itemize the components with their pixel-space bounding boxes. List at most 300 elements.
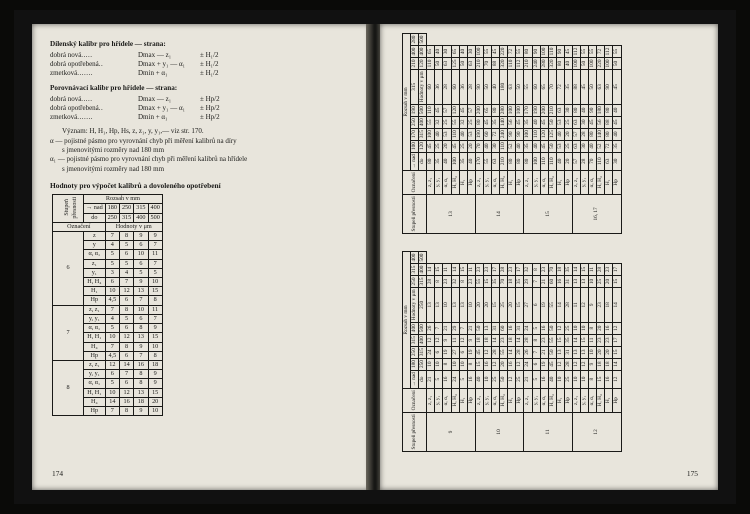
val: 7 [105,342,119,351]
val: 8 [134,324,148,333]
sym: α, α₁ [589,170,597,194]
val: 24 [524,358,532,370]
val: 9 [589,287,597,322]
val: 40 [467,152,475,170]
val: 55 [483,152,491,170]
val: 8 [467,358,475,370]
col-oznaceni-header-bottom: Označení [403,388,427,412]
val: 100 [427,130,434,139]
val: 110 [548,46,556,58]
val: 80 [556,57,564,69]
val: 20 [148,397,162,406]
val: 7 [532,346,540,358]
val: 10 [148,342,162,351]
val: 20 [500,358,508,370]
val: 14 [427,264,435,276]
val: 55 [475,275,483,287]
val: 57 [467,104,475,116]
sym: z, z₁ [475,388,483,412]
range-do-bottom: 315 [419,348,426,357]
val: 12 [119,287,133,296]
val: 8 [119,305,133,314]
sym: α, α₁ [492,170,500,194]
sym: H₁ [508,388,516,412]
val: 8 [119,406,133,415]
val: 5 [532,322,540,334]
val: 9 [148,324,162,333]
val: 16 [605,322,613,334]
val: 40 [589,140,597,152]
val: 63 [572,116,580,128]
val: 28 [597,264,605,276]
val: 8 [443,358,451,370]
spec-label: zmetková [50,69,78,78]
col-stupen-header: Stupeň přesnosti [64,196,79,218]
sym: H₄ [84,342,106,351]
val: 10 [435,358,443,370]
val: 16 [119,397,133,406]
val: 35 [435,152,443,170]
val: 5 [105,259,119,268]
val: 210 [500,152,508,170]
val: 53 [556,140,564,152]
do-label-bottom: do [419,370,427,388]
range-do: 250 [105,213,119,222]
val: 10 [105,388,119,397]
val: 23 [597,334,605,346]
spec-tolerance: ± H₁/2 [200,51,219,59]
val: 15 [492,287,500,322]
val: 29 [524,275,532,287]
val: 10 [134,305,148,314]
val: 18 [508,275,516,287]
val: 18 [556,264,564,276]
sym: H₁ [556,388,564,412]
sym: y₁ [84,268,106,277]
val: 5 [119,241,133,250]
val: 45 [548,358,556,370]
legend-line: s jmenovitými rozměry nad 180 mm [62,146,165,155]
val: 50 [548,322,556,334]
sym: z, z₁ [84,360,106,369]
range-do-top: 500 [419,106,426,115]
val: 15 [613,275,621,287]
spec-row: dobrá opotřebená.. Dmax + y₁ — α₁ ± H₁/2 [50,60,356,69]
col-rozsah-header: Rozsah v mm [84,195,163,204]
val: 8 [532,264,540,276]
val: 20 [483,287,491,322]
range-nad-top: 280 [411,35,418,44]
val: 23 [605,334,613,346]
val: 19 [443,346,451,358]
val: 25 [467,116,475,128]
val: 8 [589,370,597,388]
val: 45 [483,116,491,128]
val: 70 [548,69,556,104]
val: 21 [524,370,532,388]
page-number-right: 175 [686,469,698,478]
val: 23 [475,264,483,276]
val: 14 [492,334,500,346]
sym: α, α₁ [84,324,106,333]
val: 17 [492,264,500,276]
val: 28 [500,264,508,276]
range-nad-top: 315 [411,69,419,104]
val: 80 [427,152,435,170]
val: 7 [134,296,148,305]
val: 23 [540,264,548,276]
val: 320 [500,59,507,68]
val: 6 [459,346,467,358]
val: 90 [605,69,613,104]
val: 80 [524,46,532,58]
val: 11 [589,334,597,346]
val: 14 [572,334,580,346]
val: 16 [483,358,491,370]
val: 17 [613,334,621,346]
sym: Hp [613,388,621,412]
val: 53 [467,128,475,140]
val: 18 [508,334,516,346]
val: 12 [459,334,467,346]
val: 45 [459,104,467,116]
val: 80 [492,104,500,116]
val: 13 [134,388,148,397]
val: 7 [435,322,443,334]
sym: y, y₁ [84,314,106,323]
val: 40 [435,46,443,58]
val: 28 [524,334,532,346]
val: 110 [532,128,540,140]
val: 14 [516,334,524,346]
val: 16 [508,322,516,334]
val: 63 [556,104,564,116]
sym: Hp [564,388,572,412]
val: 5 [105,250,119,259]
val: 28 [564,358,572,370]
val: 14 [613,358,621,370]
val: 63 [572,140,580,152]
spec-row: zmetková....... Dmin + α₁ ± Hp/2 [50,113,356,122]
val: 5 [148,268,162,277]
val: 100 [572,59,579,68]
val: 50 [548,116,556,128]
sym: H₁ [459,170,467,194]
val: 40 [548,370,556,388]
val: 40 [613,104,621,116]
val: 45 [427,140,435,152]
val: 50 [516,69,524,104]
val: 4,5 [105,351,119,360]
val: 110 [540,152,548,170]
val: 32 [451,275,459,287]
range-nad-top: 400 [411,47,418,56]
val: 10 [589,346,597,358]
val: 40 [459,128,467,140]
val: 25 [597,275,605,287]
val: 30 [492,140,500,152]
val: 6 [134,314,148,323]
val: 65 [483,104,491,116]
sym: H, H₄ [597,170,605,194]
val: 6 [119,324,133,333]
range-nad: 180 [105,204,119,213]
val: 220 [597,59,604,68]
val: 63 [492,152,500,170]
val: 18 [134,397,148,406]
spec-label: dobrá nová [50,51,82,59]
spec-label: zmetková [50,113,78,122]
val: 15 [148,333,162,342]
val: 52 [597,140,605,152]
val: 45 [435,104,443,116]
sym: y [84,241,106,250]
val: 55 [500,346,508,358]
val: 25 [564,140,572,152]
sym: α, α₁ [443,388,451,412]
val: 20 [597,322,605,334]
val: 20 [475,287,483,322]
val: 60 [548,275,556,287]
stupen-value-top: 16, 17 [572,194,621,233]
val: 88 [572,69,580,104]
val: 9 [443,334,451,346]
val: 45 [613,69,621,104]
val: 31 [492,322,500,334]
val: 40 [581,104,589,116]
val: 11 [589,264,597,276]
val: 72 [605,140,613,152]
val: 140 [500,118,507,127]
val: 21 [540,275,548,287]
val: 7 [119,370,133,379]
val: 110 [548,152,556,170]
spec-symbol: Dmax — z₁ [138,51,172,59]
val: 25 [500,287,508,322]
val: 12 [508,370,516,388]
val: 45 [613,116,621,128]
val: 56 [597,116,605,128]
val: 13 [581,275,589,287]
val: 9 [134,342,148,351]
val: 80 [572,104,580,116]
sym: Hp [467,170,475,194]
val: 55 [483,46,491,58]
val: 7 [459,322,467,334]
val: 90 [508,128,516,140]
val: 8 [459,275,467,287]
val: 35 [492,116,500,128]
val: 31 [564,346,572,358]
val: 110 [597,152,605,170]
spec-symbol: Dmin + α₁ [138,113,168,122]
val: 280 [540,59,547,68]
val: 13 [556,346,564,358]
range-do-bottom: 250 [419,287,427,322]
val: 40 [475,370,483,388]
sym: H₁ [459,388,467,412]
range-do-top: 400 [419,47,426,56]
val: 60 [500,322,508,334]
sym: H, H₁ [84,333,106,342]
range-nad: 400 [148,204,162,213]
legend-line: s jmenovitými rozměry nad 180 mm [62,164,165,173]
val: 18 [483,334,491,346]
sym: z, z₁ [524,388,532,412]
sym: z, z₁ [427,388,435,412]
sym: y, y₁ [581,388,589,412]
val: 15 [148,287,162,296]
val: 9 [467,334,475,346]
val: 60 [427,69,435,104]
val: 100 [516,106,523,115]
val: 80 [589,128,597,140]
sym: z, z₁ [524,170,532,194]
sym: α, α₁ [492,388,500,412]
val: 19 [467,346,475,358]
val: 112 [605,46,613,58]
val: 24 [524,322,532,334]
val: 7 [148,314,162,323]
spec-tolerance: ± Hp/2 [200,113,220,122]
val: 90 [516,128,524,140]
val: 12 [572,358,580,370]
val: 110 [500,140,508,152]
val: 70 [483,57,491,69]
values-table-bottom [402,251,622,452]
sym: z₁ [84,259,106,268]
sym: z, z₁ [427,170,435,194]
values-table-top [402,33,622,234]
val: 7 [105,406,119,415]
val: 10 [451,358,459,370]
val: 14 [105,397,119,406]
val: 56 [508,116,516,128]
val: 6 [134,259,148,268]
do-label-top: do [419,152,427,170]
sym: Hp [84,406,106,415]
nad-label-top: → nad [411,154,418,169]
val: 40 [613,128,621,140]
range-do-top: 315 [419,130,426,139]
col-oznaceni-header: Označení [53,222,106,231]
val: 280 [500,106,507,115]
right-page [380,24,718,490]
spec-label: dobrá opotřebená [50,60,99,69]
stupen-value-bottom: 12 [572,412,621,451]
val: 5 [119,259,133,268]
val: 35 [564,69,572,104]
val: 8 [589,322,597,334]
val: 5 [435,370,443,388]
val: 100 [508,106,515,115]
spec-row: dobrá opotřebená.. Dmax + y₁ — α₁ ± Hp/2 [50,104,356,113]
val: 72 [556,69,564,104]
sym: H, H₄ [84,278,106,287]
val: 63 [508,69,516,104]
val: 13 [134,333,148,342]
val: 40 [435,128,443,140]
val: 23 [508,264,516,276]
val: 45 [516,116,524,128]
sym: z, z₁ [84,305,106,314]
val: 4 [105,241,119,250]
val: 13 [572,346,580,358]
val: 10 [572,322,580,334]
val: 24 [427,346,435,358]
val: 28 [516,346,524,358]
sym: y, y₁ [483,388,491,412]
val: 4 [105,314,119,323]
val: 80 [605,128,613,140]
val: 12 [556,358,564,370]
val: 170 [524,106,531,115]
val: 52 [508,140,516,152]
val: 21 [427,370,435,388]
val: 19 [540,287,548,322]
val: 15 [459,264,467,276]
val: 320 [548,59,555,68]
val: 140 [597,130,604,139]
val: 50 [475,322,483,334]
val: 31 [516,322,524,334]
val: 15 [516,287,524,322]
sym: H, H₄ [451,388,459,412]
val: 125 [548,130,555,139]
val: 25 [564,370,572,388]
val: 23 [443,275,451,287]
val: 21 [443,322,451,334]
range-do-bottom: 500 [419,253,426,262]
val: 10 [483,370,491,388]
val: 8 [134,379,148,388]
val: 5 [532,370,540,388]
val: 10 [581,322,589,334]
val: 40 [492,69,500,104]
val: 20 [605,346,613,358]
spec-tolerance: ± H₁/2 [200,69,219,78]
val: 10 [589,275,597,287]
val: 10 [105,287,119,296]
val: 180 [597,106,604,115]
val: 19 [540,358,548,370]
val: 100 [605,59,612,68]
val: 7 [105,232,119,241]
val: 28 [427,275,435,287]
range-nad-top: 170 [411,130,418,139]
range-do-bottom: 250 [419,360,426,369]
left-page [32,24,370,490]
val: 6 [435,346,443,358]
val: 45 [564,46,572,58]
val: 32 [524,264,532,276]
val: 23 [500,334,508,346]
val: 28 [492,346,500,358]
val: 14 [119,360,133,369]
val: 35 [524,140,532,152]
sym: H₁ [84,287,106,296]
val: 70 [589,152,597,170]
val: 63 [467,57,475,69]
val: 12 [119,333,133,342]
sym: H₄ [84,397,106,406]
val: 12 [427,334,435,346]
val: 50 [589,69,597,104]
section1-rows [50,51,356,79]
val: 15 [597,370,605,388]
sym: α, α₁ [540,170,548,194]
val: 14 [613,287,621,322]
